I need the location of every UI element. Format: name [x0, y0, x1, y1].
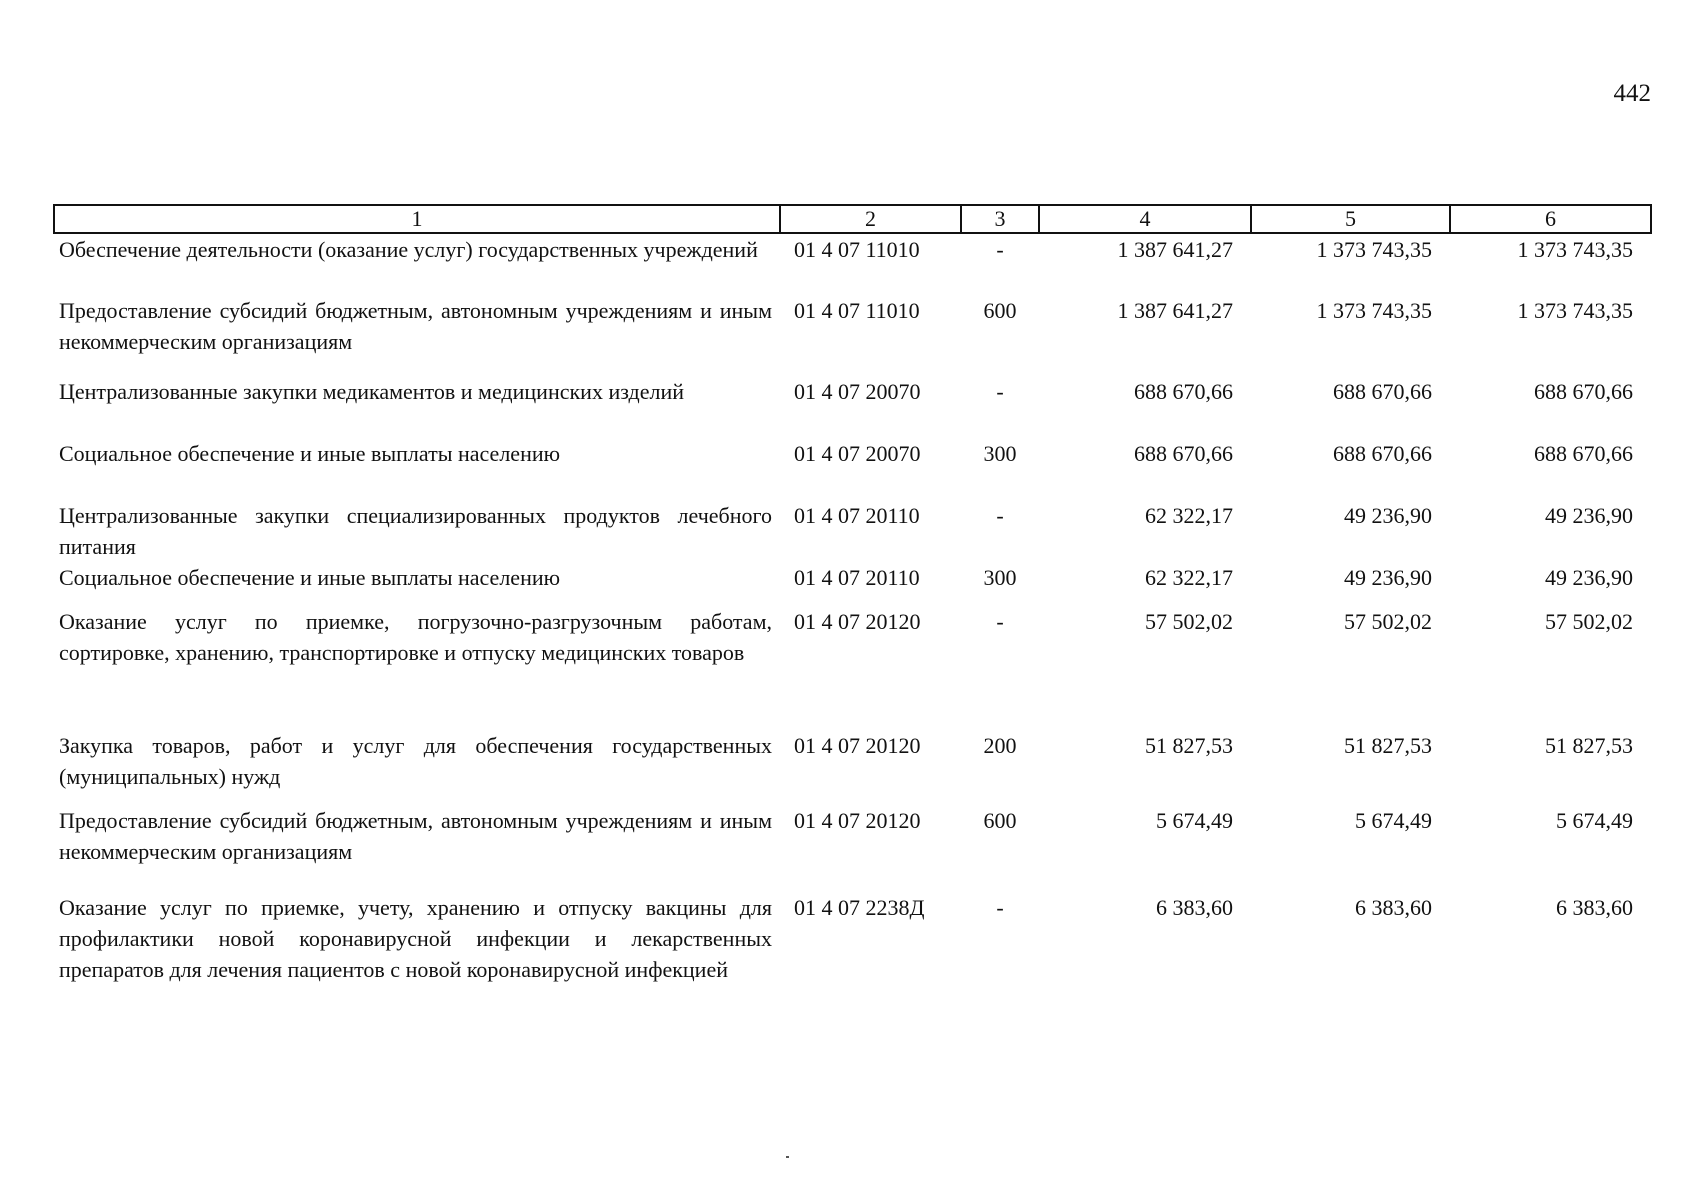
row-code: 01 4 07 20120 [794, 609, 921, 634]
row-amount-2: 688 670,66 [1333, 379, 1432, 404]
table-row [54, 233, 1651, 295]
row-amount-1: 62 322,17 [1145, 565, 1233, 590]
table-row [54, 500, 1651, 562]
row-expense-type: - [996, 895, 1004, 920]
row-amount-1: 688 670,66 [1134, 441, 1233, 466]
column-header-4: 4 [1039, 205, 1251, 233]
row-expense-type: - [996, 237, 1004, 262]
row-amount-1: 6 383,60 [1156, 895, 1233, 920]
row-amount-3: 1 373 743,35 [1517, 298, 1633, 323]
row-expense-type: 600 [983, 298, 1017, 323]
row-amount-3: 57 502,02 [1545, 609, 1633, 634]
row-name: Оказание услуг по приемке, погрузочно-разгрузочным работам, сортировке, хранению, транспортировке и отпуску медицинских товаров [59, 609, 772, 665]
row-amount-3: 688 670,66 [1534, 441, 1633, 466]
row-code: 01 4 07 20110 [794, 503, 920, 528]
row-expense-type: - [996, 503, 1004, 528]
row-code: 01 4 07 2238Д [794, 895, 925, 920]
row-code: 01 4 07 20070 [794, 441, 921, 466]
row-amount-1: 1 387 641,27 [1117, 237, 1233, 262]
row-amount-1: 688 670,66 [1134, 379, 1233, 404]
row-amount-2: 49 236,90 [1344, 503, 1432, 528]
row-amount-1: 57 502,02 [1145, 609, 1233, 634]
row-name: Централизованные закупки медикаментов и медицинских изделий [59, 379, 684, 404]
table-row [54, 805, 1651, 892]
row-name: Оказание услуг по приемке, учету, хранению и отпуску вакцины для профилактики новой коронавирусной инфекции и лекарственных препаратов для лечения пациентов с новой коронавирусной инфекцией [59, 895, 772, 982]
row-amount-1: 51 827,53 [1145, 733, 1233, 758]
column-header-5: 5 [1251, 205, 1450, 233]
row-amount-2: 6 383,60 [1355, 895, 1432, 920]
row-code: 01 4 07 20120 [794, 733, 921, 758]
row-amount-2: 5 674,49 [1355, 808, 1432, 833]
row-name: Централизованные закупки специализированных продуктов лечебного питания [59, 503, 772, 559]
row-amount-2: 1 373 743,35 [1316, 237, 1432, 262]
table-row [54, 730, 1651, 805]
row-amount-3: 49 236,90 [1545, 565, 1633, 590]
row-name: Предоставление субсидий бюджетным, автономным учреждениям и иным некоммерческим организациям [59, 808, 772, 864]
row-amount-1: 5 674,49 [1156, 808, 1233, 833]
row-amount-2: 688 670,66 [1333, 441, 1432, 466]
table-row [54, 376, 1651, 438]
table-row [54, 295, 1651, 376]
table-row [54, 892, 1651, 1022]
row-amount-3: 51 827,53 [1545, 733, 1633, 758]
row-name: Социальное обеспечение и иные выплаты населению [59, 441, 561, 466]
row-expense-type: 300 [983, 441, 1017, 466]
row-code: 01 4 07 11010 [794, 237, 920, 262]
budget-table [53, 204, 1652, 1022]
row-amount-3: 1 373 743,35 [1517, 237, 1633, 262]
column-header-2: 2 [780, 205, 961, 233]
row-code: 01 4 07 20120 [794, 808, 921, 833]
row-amount-3: 6 383,60 [1556, 895, 1633, 920]
row-amount-3: 688 670,66 [1534, 379, 1633, 404]
row-code: 01 4 07 20070 [794, 379, 921, 404]
page-number: 442 [1613, 80, 1651, 107]
row-expense-type: - [996, 609, 1004, 634]
table-row [54, 438, 1651, 500]
row-expense-type: 600 [983, 808, 1017, 833]
row-amount-2: 1 373 743,35 [1316, 298, 1432, 323]
row-amount-1: 62 322,17 [1145, 503, 1233, 528]
column-header-6: 6 [1450, 205, 1651, 233]
row-expense-type: - [996, 379, 1004, 404]
row-expense-type: 200 [983, 733, 1017, 758]
row-code: 01 4 07 11010 [794, 298, 920, 323]
row-expense-type: 300 [983, 565, 1017, 590]
table-row [54, 606, 1651, 730]
header-row [54, 205, 1651, 233]
table-row [54, 562, 1651, 606]
row-name: Закупка товаров, работ и услуг для обеспечения государственных (муниципальных) нужд [59, 733, 772, 789]
column-header-3: 3 [961, 205, 1039, 233]
row-name: Предоставление субсидий бюджетным, автономным учреждениям и иным некоммерческим организациям [59, 298, 772, 354]
row-amount-1: 1 387 641,27 [1117, 298, 1233, 323]
row-amount-3: 49 236,90 [1545, 503, 1633, 528]
row-amount-2: 57 502,02 [1344, 609, 1432, 634]
row-name: Обеспечение деятельности (оказание услуг) государственных учреждений [59, 237, 758, 262]
column-header-1: 1 [54, 205, 780, 233]
row-name: Социальное обеспечение и иные выплаты населению [59, 565, 561, 590]
row-code: 01 4 07 20110 [794, 565, 920, 590]
row-amount-3: 5 674,49 [1556, 808, 1633, 833]
row-amount-2: 51 827,53 [1344, 733, 1432, 758]
scan-speck [786, 1156, 789, 1158]
row-amount-2: 49 236,90 [1344, 565, 1432, 590]
